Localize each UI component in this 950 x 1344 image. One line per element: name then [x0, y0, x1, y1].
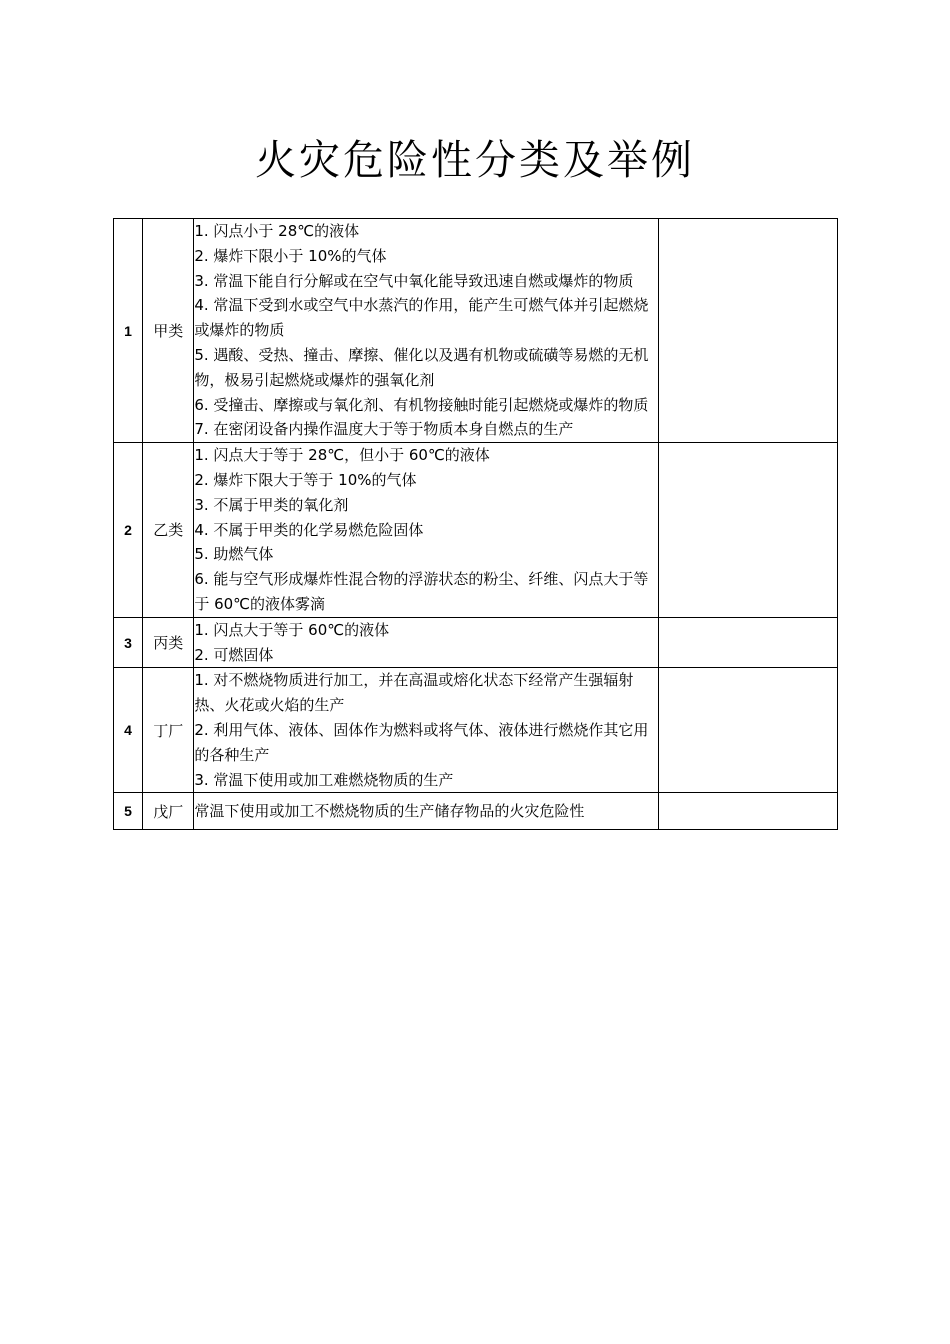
description-item: 4. 不属于甲类的化学易燃危险固体 — [194, 520, 424, 539]
row-number: 1 — [114, 219, 143, 443]
hazard-description — [194, 219, 659, 443]
description-item: 1. 闪点小于 28℃的液体 — [194, 222, 360, 240]
hazard-class: 丙类 — [143, 617, 194, 668]
table-row — [114, 617, 838, 668]
description-item: 3. 常温下使用或加工难燃烧物质的生产 — [194, 770, 454, 789]
hazard-class: 乙类 — [143, 443, 194, 618]
hazard-class: 丁厂 — [143, 668, 194, 793]
table-row — [114, 668, 838, 793]
description-item: 1. 闪点大于等于 60℃的液体 — [194, 620, 390, 639]
table-row — [114, 793, 838, 830]
fire-hazard-table — [113, 218, 838, 830]
description-item: 5. 助燃气体 — [194, 545, 274, 564]
table-row — [114, 219, 838, 443]
description-item: 6. 能与空气形成爆炸性混合物的浮游状态的粉尘、纤维、闪点大于等于 60℃的液体雾滴 — [194, 570, 649, 613]
row-number: 5 — [114, 793, 143, 830]
description-item: 2. 爆炸下限大于等于 10%的气体 — [194, 470, 417, 489]
example-cell — [659, 219, 838, 443]
row-number: 2 — [114, 443, 143, 618]
description-item: 3. 不属于甲类的氧化剂 — [194, 495, 349, 514]
description-item: 2. 爆炸下限小于 10%的气体 — [194, 246, 387, 265]
row-number: 3 — [114, 617, 143, 668]
example-cell — [659, 668, 838, 793]
hazard-class: 甲类 — [143, 219, 194, 443]
example-cell — [659, 443, 838, 618]
hazard-class: 戊厂 — [143, 793, 194, 830]
table-row — [114, 443, 838, 618]
row-number: 4 — [114, 668, 143, 793]
description-item: 1. 闪点大于等于 28℃，但小于 60℃的液体 — [194, 446, 490, 465]
example-cell — [659, 793, 838, 830]
description-item: 1. 对不燃烧物质进行加工，并在高温或熔化状态下经常产生强辐射热、火花或火焰的生产 — [194, 671, 634, 715]
description-item: 2. 利用气体、液体、固体作为燃料或将气体、液体进行燃烧作其它用的各种生产 — [194, 720, 649, 764]
example-cell — [659, 617, 838, 668]
description-item: 6. 受撞击、摩擦或与氧化剂、有机物接触时能引起燃烧或爆炸的物质 — [194, 395, 649, 414]
hazard-description — [194, 668, 659, 793]
hazard-description — [194, 617, 659, 668]
document-title: 火灾危险性分类及举例 — [255, 136, 695, 184]
hazard-description — [194, 443, 659, 618]
description-item: 2. 可燃固体 — [194, 645, 274, 664]
description-item: 5. 遇酸、受热、撞击、摩擦、催化以及遇有机物或硫磺等易燃的无机物，极易引起燃烧或爆炸的强氧化剂 — [194, 345, 649, 389]
hazard-description — [194, 793, 659, 830]
description-item: 4. 常温下受到水或空气中水蒸汽的作用，能产生可燃气体并引起燃烧或爆炸的物质 — [194, 296, 649, 340]
description-item: 常温下使用或加工不燃烧物质的生产储存物品的火灾危险性 — [194, 801, 585, 820]
description-item: 7. 在密闭设备内操作温度大于等于物质本身自燃点的生产 — [194, 420, 574, 439]
description-item: 3. 常温下能自行分解或在空气中氧化能导致迅速自燃或爆炸的物质 — [194, 271, 634, 290]
